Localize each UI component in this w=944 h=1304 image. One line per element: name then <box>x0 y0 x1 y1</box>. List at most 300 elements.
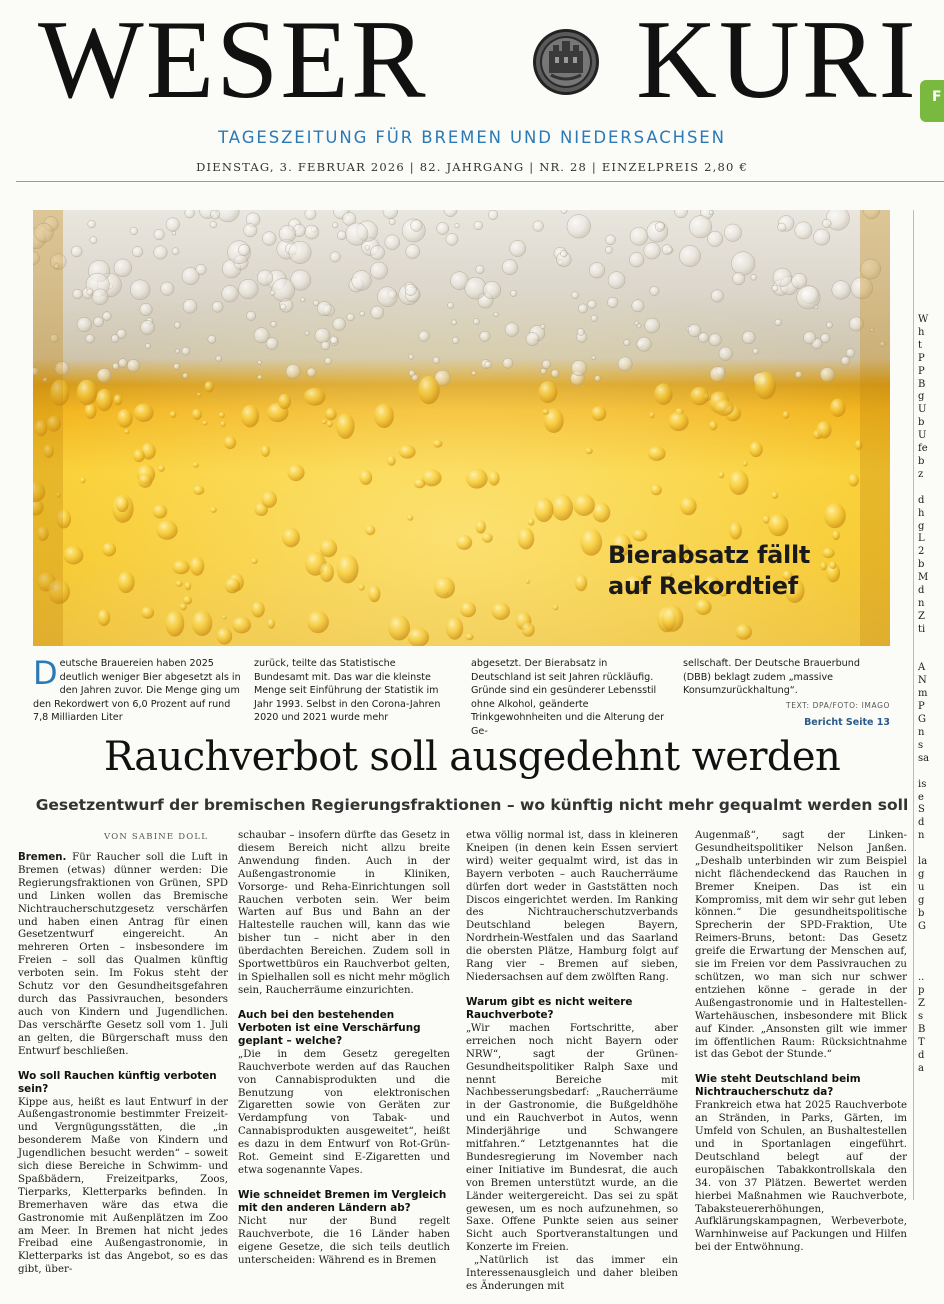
article-paragraph: Kippe aus, heißt es laut Entwurf in der Außengastronomie bestimmter Freizeit- und Vergnügungsstätten, die „in besonderem Maße von Kindern und Jugendlichen besucht werden“ – soweit sich diese Bereiche in Schwimm- und Spaßbädern, Freizeitparks, Zoos, Tierparks, Kletterparks befinden. In Bremerhaven wäre das etwa die Gastronomie mit Außenplätzen im Zoo am Meer. In Bremen hat nicht jedes Freibad eine Außengastronomie, in Kletterparks ist das Angebot, so es das gibt, über- <box>18 1096 228 1276</box>
foam-bubble <box>211 210 220 219</box>
foam-bubble <box>140 320 154 334</box>
foam-bubble <box>90 237 97 244</box>
foam-bubble <box>644 243 661 260</box>
foam-bubble <box>629 252 644 267</box>
right-strip-line: P <box>918 352 925 364</box>
foam-bubble <box>832 281 851 300</box>
foam-bubble <box>485 361 492 368</box>
foam-bubble <box>132 246 143 257</box>
condensation-drop <box>307 611 329 633</box>
article-paragraph: Augenmaß“, sagt der Linken-Gesundheitspolitiker Nelson Janßen. „Deshalb unterbinden wir zum Beispiel nicht flächendeckend das Rauchen in Bremer Kneipen. Das ist ein Kompromiss, mit dem wir sehr gut leben können.“ Die gesundheitspolitische Sprecherin der SPD-Fraktion, Ute Reimers-Bruns, betont: Das Gesetz greife die Erwartung der Menschen auf, sie im Freien vor dem Passivrauchen zu schützen, wo man sich nur schwer entziehen könne – gerade in der Außengastronomie und in Haltestellen-Wartehäuschen, insbesondere mit Blick auf Kinder. „Ansonsten gilt wie immer im öffentlichen Raum: Rücksichtnahme ist das Gebot der Stunde.“ <box>695 830 907 1061</box>
foam-bubble <box>212 301 223 312</box>
condensation-drop <box>225 578 240 593</box>
right-strip-line: d <box>918 494 925 506</box>
foam-bubble <box>88 220 96 228</box>
foam-bubble <box>494 312 499 317</box>
condensation-drop <box>585 448 592 454</box>
condensation-drop <box>80 478 85 484</box>
condensation-drop <box>729 522 742 539</box>
masthead-subtitle: TAGESZEITUNG FÜR BREMEN UND NIEDERSACHSEN <box>218 128 726 147</box>
foam-bubble <box>775 319 782 326</box>
foam-bubble <box>257 270 273 286</box>
condensation-drop <box>232 617 251 634</box>
condensation-drop <box>165 610 184 636</box>
foam-bubble <box>114 259 132 277</box>
foam-bubble <box>347 313 355 321</box>
condensation-drop <box>387 456 395 466</box>
right-strip-line: U <box>918 430 927 442</box>
condensation-drop <box>492 603 510 620</box>
foam-bubble <box>503 358 513 368</box>
foam-bubble <box>567 215 591 239</box>
foam-bubble <box>650 286 659 295</box>
condensation-drop <box>749 441 763 457</box>
foam-bubble <box>86 334 95 343</box>
right-strip-line <box>918 934 944 947</box>
condensation-drop <box>203 421 208 426</box>
condensation-drop <box>268 619 275 629</box>
condensation-drop <box>282 528 300 548</box>
condensation-drop <box>193 486 204 495</box>
condensation-drop <box>325 408 337 420</box>
condensation-drop <box>224 436 236 449</box>
condensation-drop <box>433 440 443 448</box>
condensation-drop <box>374 404 394 428</box>
condensation-drop <box>98 609 111 626</box>
foam-bubble <box>822 219 831 228</box>
right-strip-line: n <box>918 830 925 842</box>
condensation-drop <box>388 615 410 640</box>
condensation-drop <box>553 605 558 610</box>
condensation-drop <box>783 411 790 419</box>
condensation-drop <box>327 421 333 428</box>
foam-bubble <box>510 240 526 256</box>
right-strip-line: d <box>918 585 925 597</box>
condensation-drop <box>77 380 98 406</box>
foam-bubble <box>510 290 516 296</box>
foam-bubble <box>409 370 415 376</box>
condensation-drop <box>573 494 595 516</box>
right-strip-line: W <box>918 314 929 325</box>
right-strip-line <box>918 650 944 663</box>
condensation-drop <box>365 525 375 535</box>
right-strip-line: b <box>918 559 925 571</box>
foam-bubble <box>605 246 612 253</box>
right-strip-line: s <box>918 1010 924 1022</box>
foam-bubble <box>337 231 346 240</box>
article-question: Auch bei den bestehenden Verboten ist eine Verschärfung geplant – welche? <box>238 1008 421 1047</box>
condensation-drop <box>158 465 165 471</box>
condensation-drop <box>662 605 684 632</box>
bericht-link[interactable]: Bericht Seite 13 <box>804 717 890 728</box>
right-strip-line: b <box>918 907 925 919</box>
condensation-drop <box>192 409 202 420</box>
foam-bubble <box>174 322 180 328</box>
foam-bubble <box>182 347 190 355</box>
condensation-drop <box>193 462 199 467</box>
condensation-drop <box>460 602 476 618</box>
foam-bubble <box>446 233 458 245</box>
foam-bubble <box>196 264 207 275</box>
foam-bubble <box>448 302 454 308</box>
condensation-drop <box>768 514 788 537</box>
foam-bubble <box>130 227 138 235</box>
foam-bubble <box>409 354 414 359</box>
condensation-drop <box>153 505 167 519</box>
foam-bubble <box>289 241 311 263</box>
right-strip-line: M <box>918 572 929 584</box>
caption-col-4 <box>683 657 890 730</box>
foam-bubble <box>346 223 368 245</box>
foam-bubble <box>419 331 430 342</box>
foam-bubble <box>119 359 128 368</box>
condensation-drop <box>832 531 840 541</box>
right-strip-line: h <box>918 507 925 519</box>
foam-bubble <box>635 321 639 325</box>
foam-bubble <box>588 300 597 309</box>
right-strip-line: G <box>918 714 926 726</box>
foam-bubble <box>542 360 551 369</box>
article-question: Wo soll Rauchen künftig verboten sein? <box>18 1069 217 1095</box>
condensation-drop <box>320 539 338 557</box>
foam-bubble <box>592 356 596 360</box>
condensation-drop <box>522 623 535 637</box>
foam-bubble <box>385 235 400 250</box>
article-paragraph: „Natürlich ist das immer ein Interessenausgleich und daher bleiben es Änderungen mit <box>466 1255 678 1292</box>
article-question: Warum gibt es nicht weitere Rauchverbote? <box>466 995 633 1021</box>
foam-bubble <box>183 373 188 378</box>
caption-text-4: sellschaft. Der Deutsche Brauerbund (DBB) beklagt zudem „massive Konsumzurückhaltung“. <box>683 658 860 696</box>
article-headline[interactable]: Rauchverbot soll ausgedehnt werden <box>103 734 841 780</box>
condensation-drop <box>591 406 606 421</box>
right-strip-line: T <box>918 1036 925 1048</box>
right-strip-line <box>918 946 944 959</box>
foam-bubble <box>258 360 262 364</box>
foam-bubble <box>210 221 217 228</box>
right-strip-line <box>918 959 944 972</box>
foam-bubble <box>305 331 309 335</box>
condensation-drop <box>63 546 83 564</box>
condensation-drop <box>262 491 277 508</box>
condensation-drop <box>252 601 265 617</box>
right-strip-line: u <box>918 881 925 893</box>
foam-bubble <box>172 248 179 255</box>
condensation-drop <box>829 561 836 569</box>
condensation-drop <box>222 616 227 620</box>
foam-bubble <box>846 349 855 358</box>
foam-bubble <box>572 292 579 299</box>
foam-bubble <box>645 318 660 333</box>
condensation-drop <box>138 474 152 488</box>
article-column-4 <box>695 830 907 1255</box>
photo-headline-line2: auf Rekordtief <box>608 572 798 600</box>
foam-bubble <box>305 225 319 239</box>
condensation-drop <box>278 394 291 409</box>
foam-bubble <box>561 250 568 257</box>
foam-bubble <box>315 328 330 343</box>
foam-bubble <box>773 268 792 287</box>
foam-bubble <box>330 252 340 262</box>
condensation-drop <box>456 535 472 550</box>
right-strip-line: g <box>918 391 925 403</box>
right-strip-line: Z <box>918 998 925 1010</box>
condensation-drop <box>204 381 213 392</box>
condensation-drop <box>593 503 611 523</box>
article-paragraph: Nicht nur der Bund regelt Rauchverbote, die 16 Länder haben eigene Gesetze, die sich teils deutlich unterscheiden: Während es in Bremen <box>238 1215 450 1266</box>
condensation-drop <box>183 596 192 605</box>
right-strip-line: e <box>918 791 924 803</box>
condensation-drop <box>817 421 832 438</box>
right-strip-line: N <box>918 675 927 687</box>
foam-bubble <box>608 272 625 289</box>
condensation-drop <box>526 579 530 584</box>
foam-bubble <box>655 222 665 232</box>
condensation-drop <box>368 586 380 603</box>
foam-bubble <box>333 318 346 331</box>
right-strip-line <box>918 637 944 650</box>
caption-text-1: eutsche Brauereien haben 2025 deutlich weniger Bier abgesetzt als in den Jahren zuvor. Die Menge ging um den Rekordwert von 6,0 Prozent auf rund 7,8 Milliarden Liter <box>33 658 241 723</box>
right-strip-line: Z <box>918 610 925 622</box>
condensation-drop <box>580 529 602 556</box>
foam-bubble <box>154 246 168 260</box>
foam-bubble <box>733 272 745 284</box>
foam-bubble <box>724 224 741 241</box>
foam-bubble <box>352 271 372 291</box>
condensation-drop <box>830 399 846 417</box>
foam-bubble <box>591 315 597 321</box>
condensation-drop <box>287 464 304 481</box>
condensation-drop <box>824 503 846 528</box>
foam-bubble <box>803 332 816 345</box>
condensation-drop <box>821 562 827 571</box>
foam-bubble <box>71 246 82 257</box>
foam-bubble <box>111 335 119 343</box>
foam-bubble <box>595 376 601 382</box>
condensation-drop <box>359 470 372 485</box>
city-seal-icon <box>531 27 601 97</box>
condensation-drop <box>482 533 493 543</box>
condensation-drop <box>465 634 473 641</box>
right-strip-line: ti <box>918 623 926 635</box>
foam-bubble <box>244 224 257 237</box>
right-strip-line: P <box>918 701 925 713</box>
condensation-drop <box>680 497 697 515</box>
condensation-drop <box>322 420 326 425</box>
foam-bubble <box>488 210 498 220</box>
foam-bubble <box>272 278 295 301</box>
condensation-drop <box>133 449 145 462</box>
foam-bubble <box>175 349 179 353</box>
condensation-drop <box>848 474 858 487</box>
foam-bubble <box>433 357 440 364</box>
foam-bubble <box>87 289 93 295</box>
foam-bubble <box>814 229 830 245</box>
condensation-drop <box>114 394 123 405</box>
foam-bubble <box>305 210 316 220</box>
foam-bubble <box>679 245 700 266</box>
foam-bubble <box>365 246 370 251</box>
foam-bubble <box>476 265 484 273</box>
foam-bubble <box>561 210 567 214</box>
foam-bubble <box>317 301 331 315</box>
foam-bubble <box>370 262 387 279</box>
condensation-drop <box>210 507 217 513</box>
right-strip-line: G <box>918 920 926 932</box>
foam-bubble <box>377 287 397 307</box>
masthead-title-right: KURI <box>636 0 918 122</box>
condensation-drop <box>650 412 655 418</box>
foam-bubble <box>772 285 778 291</box>
right-strip-line: is <box>918 778 927 790</box>
foam-bubble <box>551 370 559 378</box>
right-strip-line: m <box>918 688 928 700</box>
condensation-drop <box>124 429 129 433</box>
condensation-drop <box>96 389 113 411</box>
caption-col-3: abgesetzt. Der Bierabsatz in Deutschland ist seit Jahren rückläufig. Gründe sind ein gesünderer Lebensstil ohne Alkohol, geänderte Trinkgewohnheiten und die Alterung der Ge- <box>471 658 665 737</box>
foam-bubble <box>502 259 517 274</box>
foam-bubble <box>262 232 276 246</box>
foam-bubble <box>483 281 501 299</box>
edition-tab[interactable]: F <box>920 80 944 122</box>
right-strip-line: n <box>918 597 925 609</box>
condensation-drop <box>217 628 233 645</box>
right-strip-column <box>918 210 944 1304</box>
photo-headline[interactable] <box>608 540 810 602</box>
condensation-drop <box>488 471 499 486</box>
condensation-drop <box>538 381 557 403</box>
right-strip-line: z <box>918 468 924 480</box>
foam-bubble <box>160 282 174 296</box>
article-paragraph: Für Raucher soll die Luft in Bremen (etwas) dünner werden: Die Regierungsfraktionen von Grünen, SPD und Linken wollen das Bremische Nichtraucherschutzgesetz verschärfen und haben einen Antrag für einen Gesetzentwurf eingereicht. An mehreren Orten – insbesondere im Freien – soll das Qualmen künftig verboten sein. Im Fokus steht der Schutz vor den Gesundheitsgefahren durch das Passivrauchen, besonders auch von Kindern und Jugendlichen. Das verschärfte Gesetz soll vom 1. Juli an gelten, die Bürgerschaft muss den Entwurf beschließen. <box>18 852 228 1057</box>
article-question: Wie steht Deutschland beim Nichtraucherschutz da? <box>695 1073 861 1099</box>
condensation-drop <box>172 560 189 574</box>
caption-col-1 <box>33 654 247 725</box>
condensation-drop <box>320 563 334 582</box>
condensation-drop <box>261 445 270 457</box>
condensation-drop <box>709 421 717 431</box>
right-strip-line: a <box>918 1062 924 1074</box>
condensation-drop <box>466 469 488 489</box>
condensation-drop <box>304 388 326 406</box>
condensation-drop <box>648 446 666 460</box>
foam-bubble <box>216 356 222 362</box>
foam-bubble <box>689 216 711 238</box>
article-paragraph: „Die in dem Gesetz geregelten Rauchverbote werden auf das Rauchen von Cannabisprodukten und die Benutzung von elektronischen Zigaretten sowie von Geräten zur Verdampfung von Tabak- und Cannabisprodukten ausgeweitet“, heißt es dazu in dem Entwurf von Rot-Grün-Rot. Gemeint sind E-Zigaretten und etwa sogenannte Vapes. <box>238 1048 450 1176</box>
foam-bubble <box>795 222 812 239</box>
right-strip-line: la <box>918 856 928 868</box>
right-strip-line: d <box>918 817 925 829</box>
foam-bubble <box>154 229 165 240</box>
foam-bubble <box>472 371 476 375</box>
foam-bubble <box>301 298 305 302</box>
caption-col-2: zurück, teilte das Statistische Bundesamt mit. Das war die kleinste Menge seit Einführung der Statistik im Jahr 1993. Selbst in den Corona-Jahren 2020 und 2021 wurde mehr <box>254 658 441 723</box>
right-strip-line: g <box>918 894 925 906</box>
condensation-drop <box>117 409 133 428</box>
foam-bubble <box>238 244 249 255</box>
foam-bubble <box>266 338 278 350</box>
condensation-drop <box>116 496 129 512</box>
right-strip-line: p <box>918 985 925 997</box>
foam-bubble <box>526 332 539 345</box>
foam-bubble <box>185 210 195 218</box>
foam-bubble <box>321 341 330 350</box>
foam-bubble <box>589 263 605 279</box>
condensation-drop <box>575 575 587 592</box>
caption-dropcap: D <box>33 654 58 692</box>
condensation-drop <box>542 409 549 415</box>
right-strip-line: t <box>918 339 923 351</box>
condensation-drop <box>735 624 752 640</box>
foam-bubble <box>778 223 786 231</box>
right-strip-line: S <box>918 804 925 816</box>
foam-bubble <box>826 322 832 328</box>
right-strip-line: B <box>918 1023 926 1035</box>
condensation-drop <box>407 515 413 521</box>
foam-bubble <box>437 222 449 234</box>
condensation-drop <box>102 542 116 556</box>
condensation-drop <box>85 403 97 419</box>
condensation-drop <box>221 421 226 427</box>
article-subheadline: Gesetzentwurf der bremischen Regierungsfraktionen – wo künftig nicht mehr gequalmt werden soll <box>35 796 909 814</box>
foam-bubble <box>731 252 755 276</box>
foam-bubble <box>710 367 725 382</box>
foam-bubble <box>618 357 632 371</box>
article-question: Wie schneidet Bremen im Vergleich mit den anderen Ländern ab? <box>238 1188 447 1214</box>
foam-bubble <box>820 367 834 381</box>
condensation-drop <box>180 603 187 610</box>
foam-bubble <box>166 218 180 232</box>
foam-bubble <box>607 297 618 308</box>
condensation-drop <box>719 472 725 479</box>
right-strip-line: b <box>918 417 925 429</box>
right-strip-line: L <box>918 533 925 545</box>
right-strip-line <box>918 766 944 779</box>
right-strip-line: B <box>918 378 926 390</box>
foam-bubble <box>307 368 316 377</box>
photo-credit: TEXT: DPA/FOTO: IMAGO <box>786 700 890 710</box>
condensation-drop <box>185 582 191 591</box>
right-strip-line: n <box>918 727 925 738</box>
foam-bubble <box>841 357 850 366</box>
foam-bubble <box>709 334 721 346</box>
foam-bubble <box>405 284 417 296</box>
foam-bubble <box>286 364 301 379</box>
foam-bubble <box>541 324 546 329</box>
foam-bubble <box>452 320 457 325</box>
condensation-drop <box>476 520 486 533</box>
condensation-drop <box>771 492 778 499</box>
foam-bubble <box>452 337 459 344</box>
article-paragraph: schaubar – insofern dürfte das Gesetz in diesem Bereich nicht allzu breite Anwendung finden. Auch in der Außengastronomie in Kliniken, Vorsorge- und Reha-Einrichtungen soll Rauchen verboten sein. Wer beim Warten auf Bus und Bahn an der Haltestelle rauchen will, kann das wie bisher tun – nicht aber in den überdachten Bereichen. Zudem soll in Sportwettbüros ein Rauchverbot gelten, in Spielhallen soll es nicht mehr möglich sein, Raucherräume einzurichten. <box>238 830 450 996</box>
condensation-drop <box>729 470 749 495</box>
article-column-3 <box>466 830 678 1294</box>
condensation-drop <box>337 554 359 583</box>
condensation-drop <box>219 412 225 418</box>
foam-bubble <box>370 246 384 260</box>
right-strip-line: P <box>918 365 925 377</box>
photo-headline-line1: Bierabsatz fällt <box>608 541 811 569</box>
article-paragraph: „Wir machen Fortschritte, aber erreichen noch nicht Bayern oder NRW“, sagt der Grünen-Gesundheitspolitiker Ralph Saxe und nennt Bereiche mit Nachbesserungsbedarf: „Raucherräume in der Gastronomie, die Bußgeldhöhe und ein Rauchverbot in Autos, wenn Minderjährige und Schwangere mitfahren.“ Letztgenanntes hat die Bundesregierung im November nach einer Initiative im Bundesrat, die auch von Bremen unterstützt wurde, an die Länder weitergereicht. Das sei zu spät gewesen, um es noch aufzunehmen, so Saxe. Offene Punkte seien aus seiner Sicht auch Sportveranstaltungen und Konzerte im Freien. <box>466 1022 678 1254</box>
condensation-drop <box>534 498 553 522</box>
foam-bubble <box>371 306 384 319</box>
right-strip-line: g <box>918 520 925 532</box>
foam-bubble <box>505 323 519 337</box>
condensation-drop <box>434 577 455 599</box>
foam-bubble <box>325 358 332 365</box>
condensation-drop <box>358 584 364 590</box>
masthead <box>0 0 944 185</box>
foam-bubble <box>474 221 483 230</box>
